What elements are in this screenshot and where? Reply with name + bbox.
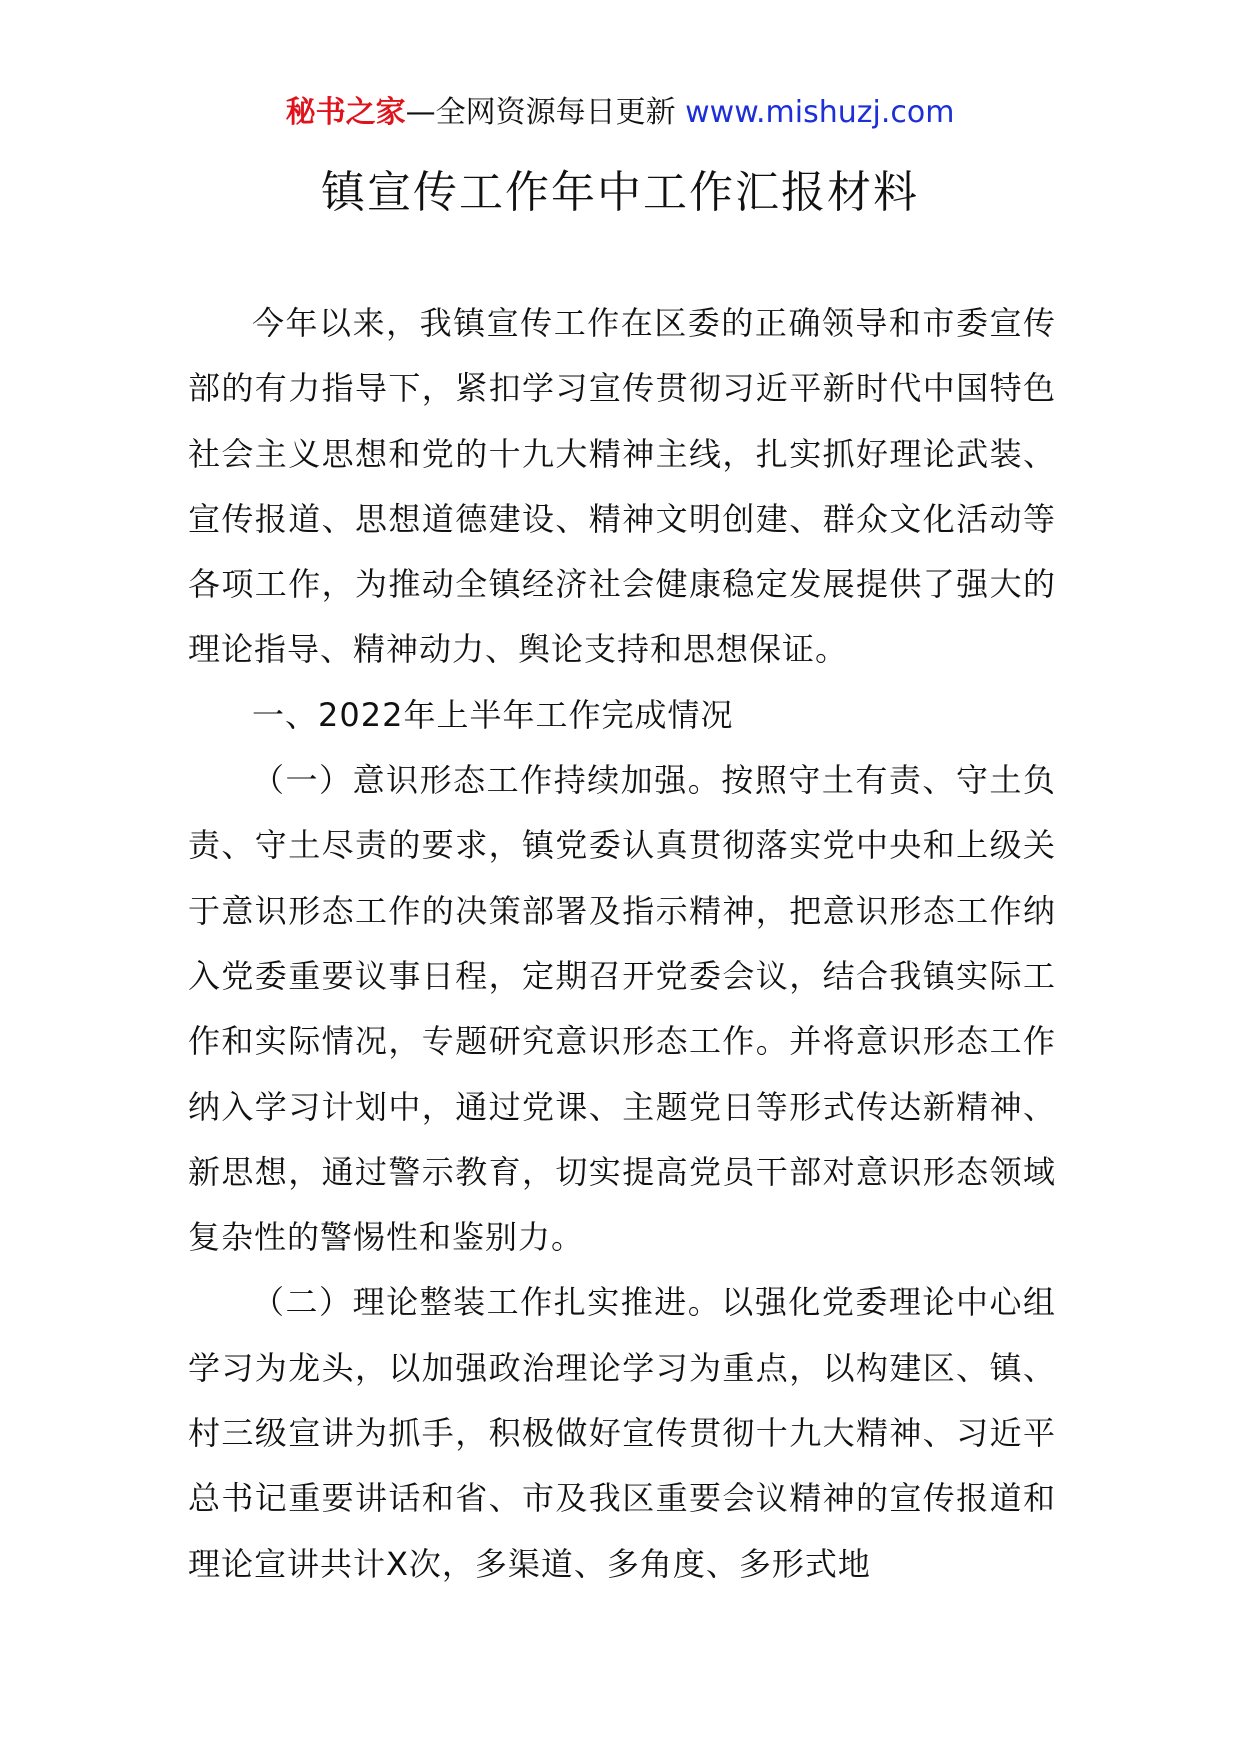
paragraph-ideology: （一）意识形态工作持续加强。按照守土有责、守土负责、守土尽责的要求，镇党委认真贯彻落实党中央和上级关于意识形态工作的决策部署及指示精神，把意识形态工作纳入党委重要议事日程，定期召开党委会议，结合我镇实际工作和实际情况，专题研究意识形态工作。并将意识形态工作纳入学习计划中，通过党课、主题党日等形式传达新精神、新思想，通过警示教育，切实提高党员干部对意识形态领域复杂性的警惕性和鉴别力。	[188, 761, 1056, 1257]
paragraph-intro: 今年以来，我镇宣传工作在区委的正确领导和市委宣传部的有力指导下，紧扣学习宣传贯彻习近平新时代中国特色社会主义思想和党的十九大精神主线，扎实抓好理论武装、宣传报道、思想道德建设、精神文明创建、群众文化活动等各项工作，为推动全镇经济社会健康稳定发展提供了强大的理论指导、精神动力、舆论支持和思想保证。	[188, 304, 1056, 669]
paragraph-theory: （二）理论整装工作扎实推进。以强化党委理论中心组学习为龙头，以加强政治理论学习为重点，以构建区、镇、村三级宣讲为抓手，积极做好宣传贯彻十九大精神、习近平总书记重要讲话和省、市及我区重要会议精神的宣传报道和理论宣讲共计X次，多渠道、多角度、多形式地	[188, 1283, 1056, 1583]
site-header	[0, 90, 1240, 136]
site-slogan: —全网资源每日更新	[405, 95, 686, 130]
document-title: 镇宣传工作年中工作汇报材料	[321, 167, 919, 218]
document-body	[188, 291, 1056, 1597]
section-heading: 一、2022年上半年工作完成情况	[252, 695, 734, 734]
site-brand: 秘书之家	[285, 95, 406, 130]
site-url[interactable]: www.mishuzj.com	[685, 95, 955, 130]
